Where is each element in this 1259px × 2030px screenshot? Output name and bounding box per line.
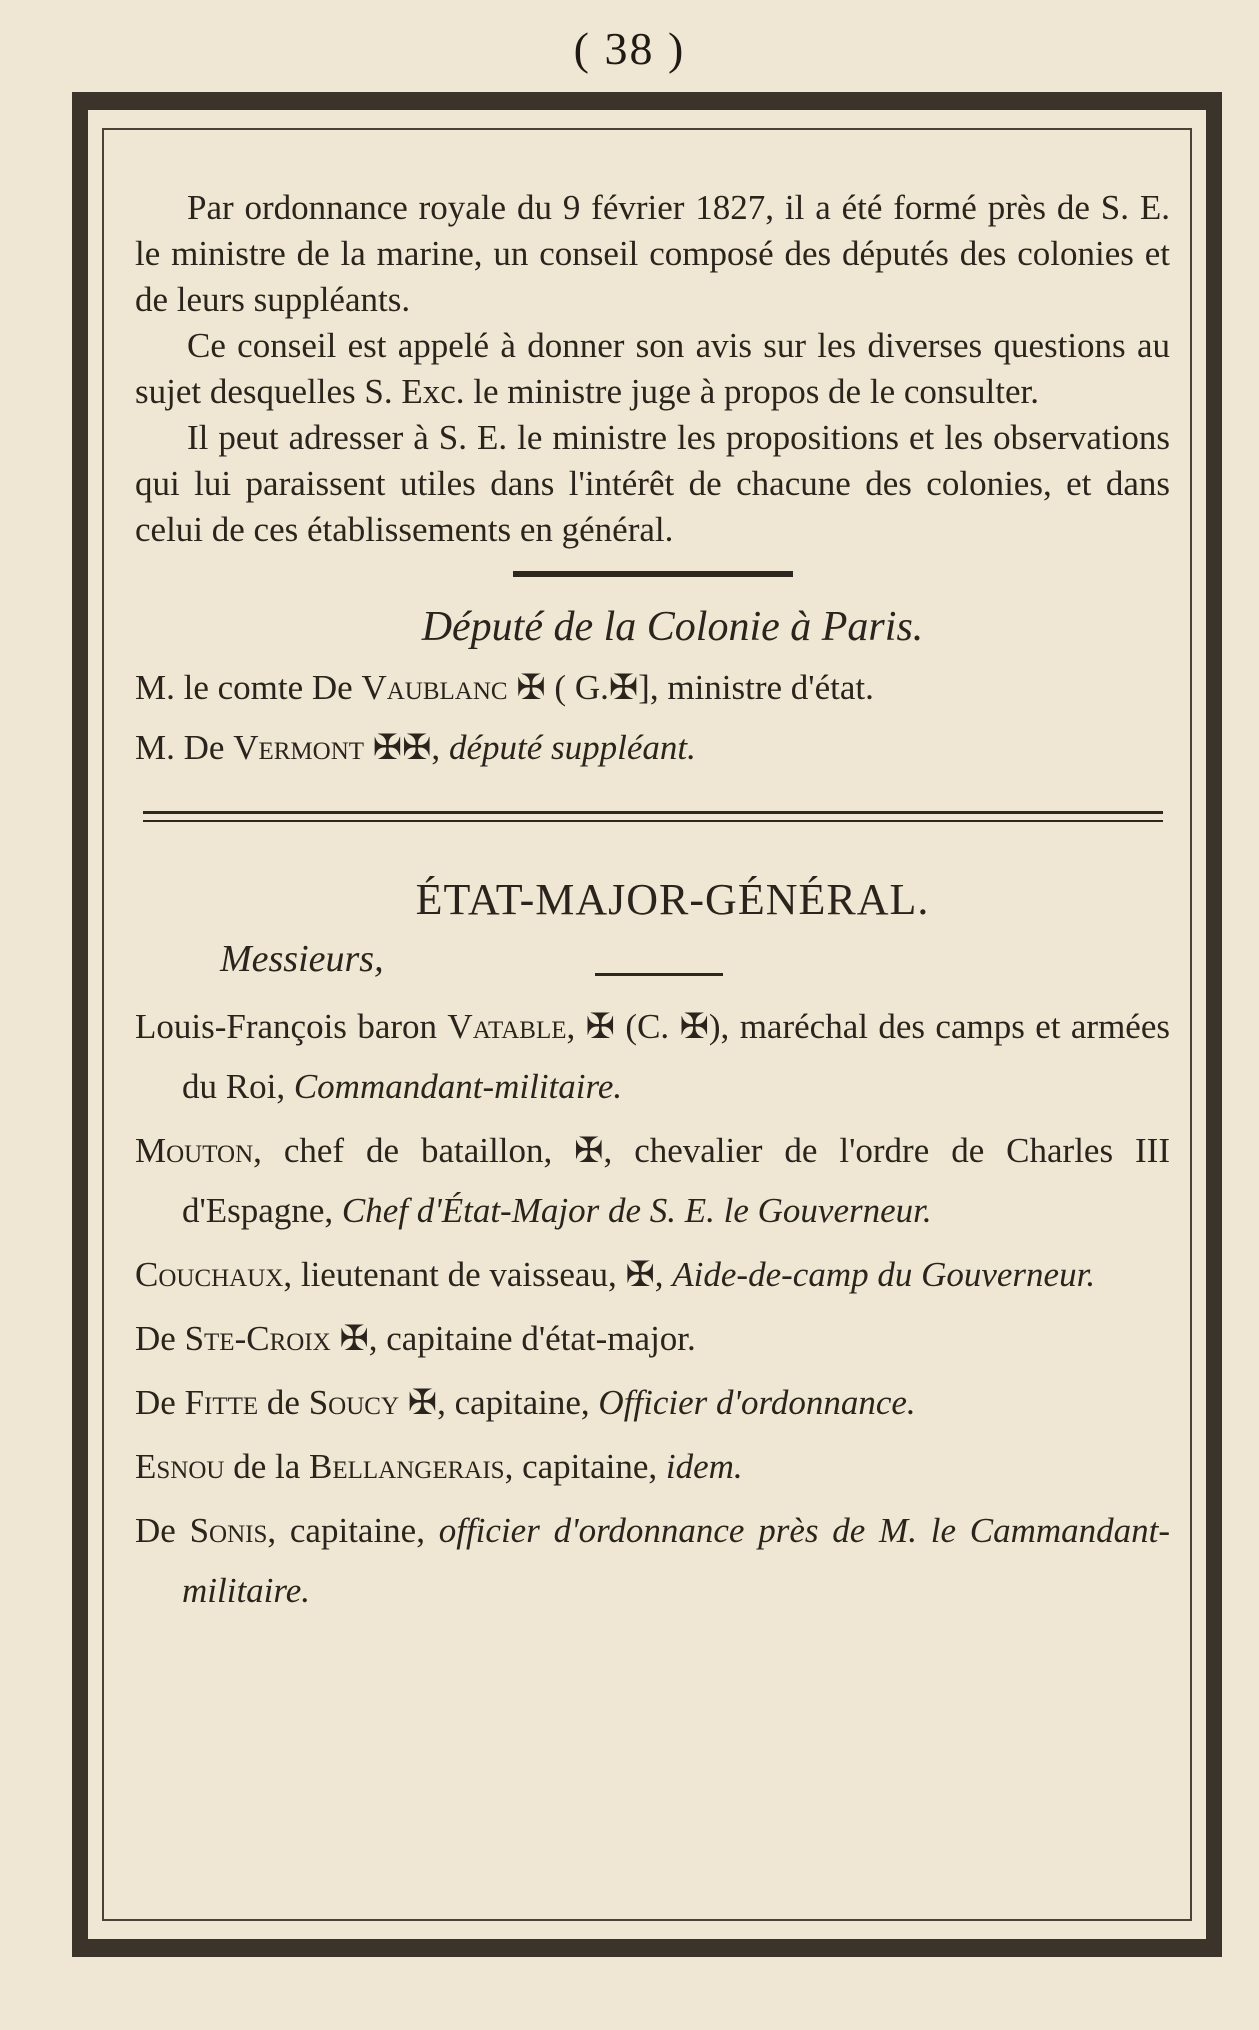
staff-entry bbox=[135, 1245, 1170, 1305]
entry-name: Ste-Croix bbox=[184, 1319, 331, 1358]
entry-prefix: De bbox=[135, 1383, 185, 1422]
salutation-row bbox=[135, 933, 1170, 993]
entry-prefix: Louis-François baron bbox=[135, 1007, 448, 1046]
entry-title: Officier d'ordonnance. bbox=[598, 1383, 916, 1422]
entry-name: Esnou bbox=[135, 1447, 225, 1486]
deputy-prefix: M. le comte De bbox=[135, 668, 362, 707]
entry-text-second: ✠, capitaine, bbox=[399, 1383, 599, 1422]
deputy-heading: Député de la Colonie à Paris. bbox=[421, 604, 924, 650]
salutation: Messieurs, bbox=[220, 938, 384, 980]
entry-name: Vatable bbox=[447, 1007, 567, 1046]
entry-prefix: De bbox=[135, 1511, 190, 1550]
deputy-decoration: ✠ ( G.✠], bbox=[507, 668, 668, 707]
staff-entry bbox=[135, 1373, 1170, 1433]
staff-entry bbox=[135, 1437, 1170, 1497]
deputy-name: Vermont bbox=[233, 728, 365, 767]
salutation-rule bbox=[595, 973, 723, 976]
entry-prefix: De bbox=[135, 1319, 185, 1358]
entry-text: , lieutenant de vaisseau, ✠, bbox=[283, 1255, 673, 1294]
staff-entry bbox=[135, 997, 1170, 1117]
entry-name: Fitte bbox=[184, 1383, 259, 1422]
section-divider-double bbox=[143, 811, 1163, 822]
entry-title: Aide-de-camp du Gouverneur. bbox=[672, 1255, 1096, 1294]
staff-entry bbox=[135, 1501, 1170, 1621]
entry-name: Mouton bbox=[135, 1131, 254, 1170]
deputy-name: Vaublanc bbox=[361, 668, 508, 707]
paragraph-propositions: Il peut adresser à S. E. le ministre les propositions et les observations qui lui paraissent utiles dans l'intérêt de chacune des colonies, et dans celui de ces établissements en général. bbox=[135, 418, 1170, 549]
section-title: ÉTAT-MAJOR-GÉNÉRAL. bbox=[415, 875, 930, 924]
entry-name: Sonis bbox=[189, 1511, 268, 1550]
entry-title: idem. bbox=[665, 1447, 743, 1486]
paragraph-conseil: Ce conseil est appelé à donner son avis sur les diverses questions au sujet desquelles S. Exc. le ministre juge à propos de le consulter. bbox=[135, 326, 1170, 411]
staff-entry bbox=[135, 1309, 1170, 1369]
section-divider-short bbox=[513, 571, 793, 577]
entry-title: Chef d'État-Major de S. E. le Gouverneur. bbox=[341, 1191, 932, 1230]
page-content bbox=[135, 185, 1170, 1621]
entry-title: Commandant-militaire. bbox=[293, 1067, 623, 1106]
entry-text: de la bbox=[224, 1447, 309, 1486]
entry-text: , chef de bataillon, ✠, chevalier de l'ordre de Charles III d'Espagne, bbox=[182, 1131, 1170, 1230]
entry-text: , capitaine, bbox=[267, 1511, 439, 1550]
entry-name: Couchaux bbox=[135, 1255, 284, 1294]
staff-entry bbox=[135, 1121, 1170, 1241]
page-number: ( 38 ) bbox=[573, 23, 686, 74]
entry-title: officier d'ordonnance près de M. le Cammandant-militaire. bbox=[182, 1511, 1171, 1610]
entry-text: de bbox=[258, 1383, 309, 1422]
deputy-line-vermont bbox=[135, 725, 1170, 771]
deputy-decoration: ✠✠, bbox=[364, 728, 449, 767]
deputy-prefix: M. De bbox=[135, 728, 234, 767]
deputy-role: député suppléant. bbox=[448, 728, 696, 767]
paragraph-ordonnance: Par ordonnance royale du 9 février 1827, il a été formé près de S. E. le ministre de la marine, un conseil composé des députés des colonies et de leurs suppléants. bbox=[135, 188, 1170, 319]
entry-name-second: Bellangerais bbox=[309, 1447, 505, 1486]
entry-text-second: , capitaine, bbox=[504, 1447, 666, 1486]
entry-text: ✠, capitaine d'état-major. bbox=[330, 1319, 696, 1358]
deputy-role: ministre d'état. bbox=[667, 668, 874, 707]
entry-name-second: Soucy bbox=[308, 1383, 400, 1422]
entry-text: , ✠ (C. ✠), maréchal des camps et armées du Roi, bbox=[182, 1007, 1171, 1106]
deputy-line-vaublanc bbox=[135, 665, 1170, 711]
